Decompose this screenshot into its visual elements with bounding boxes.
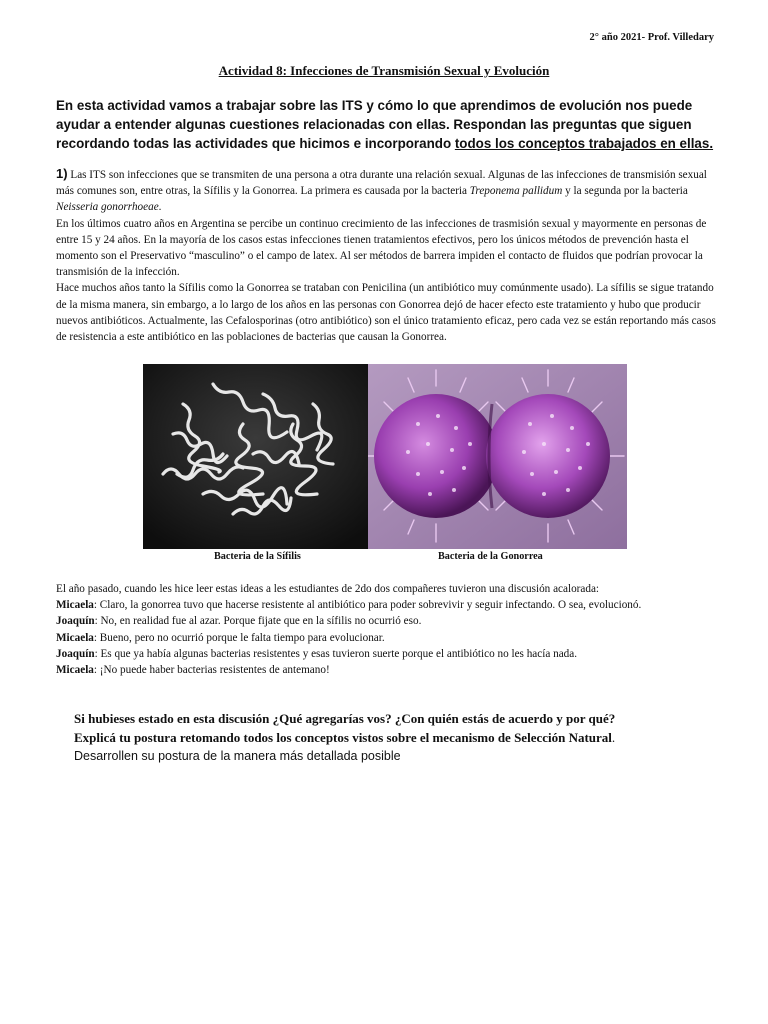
dialogue-line [56,646,720,662]
question-text: Explicá tu postura retomando todos los conceptos vistos sobre el mecanismo de Selección Natural [74,729,612,745]
dialogue-text: : Claro, la gonorrea tuvo que hacerse resistente al antibiótico para poder sobrevivir y seguir infectando. O sea, evolucionó. [93,599,642,612]
dialogue-intro: El año pasado, cuando les hice leer estas ideas a les estudiantes de 2do dos compañeres tuvieron una discusión acalorada: [56,583,600,595]
dialogue-text: : Es que ya había algunas bacterias resistentes y esas tuvieron suerte porque el antibiótico no les hacía nada. [94,647,578,660]
species-name-neisseria: Neisseria gonorrhoeae [56,201,159,214]
species-name-treponema: Treponema pallidum [469,185,563,198]
bacteria-figure [143,364,627,549]
question-1-paragraph-2: En los últimos cuatro años en Argentina se percibe un continuo crecimiento de las infecciones de trasmisión sexual y mayormente en personas de entre 15 y 24 años. En la mayoría de los casos estas infecciones tienen tratamientos efectivos, pero los únicos métodos de prevención hasta el momento son el Preservativo “masculino” o el campo de latex. Al ser métodos de barrera impiden el contacto de fluidos que podrían provocar la transmisión de la infección. [56,217,707,279]
intro-underlined-text: todos los conceptos trabajados en ellas. [454,136,714,151]
final-question-instruction: Desarrollen su postura de la manera más detallada posible [74,749,401,763]
question-1-paragraph-3: Hace muchos años tanto la Sífilis como la Gonorrea se trataban con Penicilina (un antibiótico muy comúnmente usado). La sífilis se sigue tratando de la misma manera, sin embargo, a lo largo de los años en las personas con Gonorrea dejó de hacer efecto este tratamiento y hubo que producir nuevos antibióticos. Actualmente, las Cefalosporinas (otro antibiótico) son el único tratamiento eficaz, pero cada vez se están reportando más casos de resistencia a este antibiótico en las poblaciones de bacterias que causan la Gonorrea. [56,282,716,344]
dialogue-text: : ¡No puede haber bacterias resistentes de antemano! [93,664,330,677]
dialogue-line [56,613,720,629]
intro-text: En esta actividad vamos a trabajar sobre las ITS y cómo lo que aprendimos de evolución nos puede ayudar a entender algunas cuestiones relacionadas con ellas. Respondan las preguntas que siguen recordando todas las actividades que hicimos e incorporando [56,98,693,151]
gonorrhea-illustration [368,364,627,549]
final-question-line-1 [74,710,714,729]
syphilis-micrograph [143,364,368,549]
paragraph-text: Las ITS son infecciones que se transmiten de una persona a otra durante una relación sexual. Algunas de las infecciones de transmisión sexual más comunes son, entre otras, la Sífilis y la Gonorrea. La primera es causada por la bacteria [56,169,707,198]
course-header: 2° año 2021- Prof. Villedary [589,32,714,43]
final-question-line-2 [74,729,714,748]
gonorrhea-bacteria-image [368,364,627,549]
question-number: 1) [56,166,68,181]
paragraph-text: y la segunda por la bacteria [562,185,688,198]
question-1-paragraph-1 [56,166,720,216]
paragraph-text: . [158,201,162,214]
dialogue-line [56,662,720,678]
question-period: . [611,729,616,745]
dialogue-text: : Bueno, pero no ocurrió porque le falta tiempo para evolucionar. [93,631,385,644]
question-text: Si hubieses estado en esta discusión ¿Qué agregarías vos? ¿Con quién estás de acuerdo y por qué? [74,711,616,726]
speaker-name: Micaela [56,631,94,644]
dialogue-section [56,581,720,678]
dialogue-line [56,630,720,646]
dialogue-text: : No, en realidad fue al azar. Porque fijate que en la sífilis no ocurrió eso. [94,615,422,628]
speaker-name: Joaquín [56,647,95,660]
intro-paragraph [56,96,726,153]
final-question [74,710,714,766]
speaker-name: Micaela [56,599,94,612]
question-1-section [56,166,720,345]
caption-syphilis: Bacteria de la Sífilis [214,551,301,562]
speaker-name: Joaquín [56,615,95,628]
dialogue-line [56,597,720,613]
speaker-name: Micaela [56,664,94,677]
caption-gonorrhea: Bacteria de la Gonorrea [438,551,543,562]
activity-title: Actividad 8: Infecciones de Transmisión Sexual y Evolución [218,63,550,78]
syphilis-bacteria-image [143,364,368,549]
